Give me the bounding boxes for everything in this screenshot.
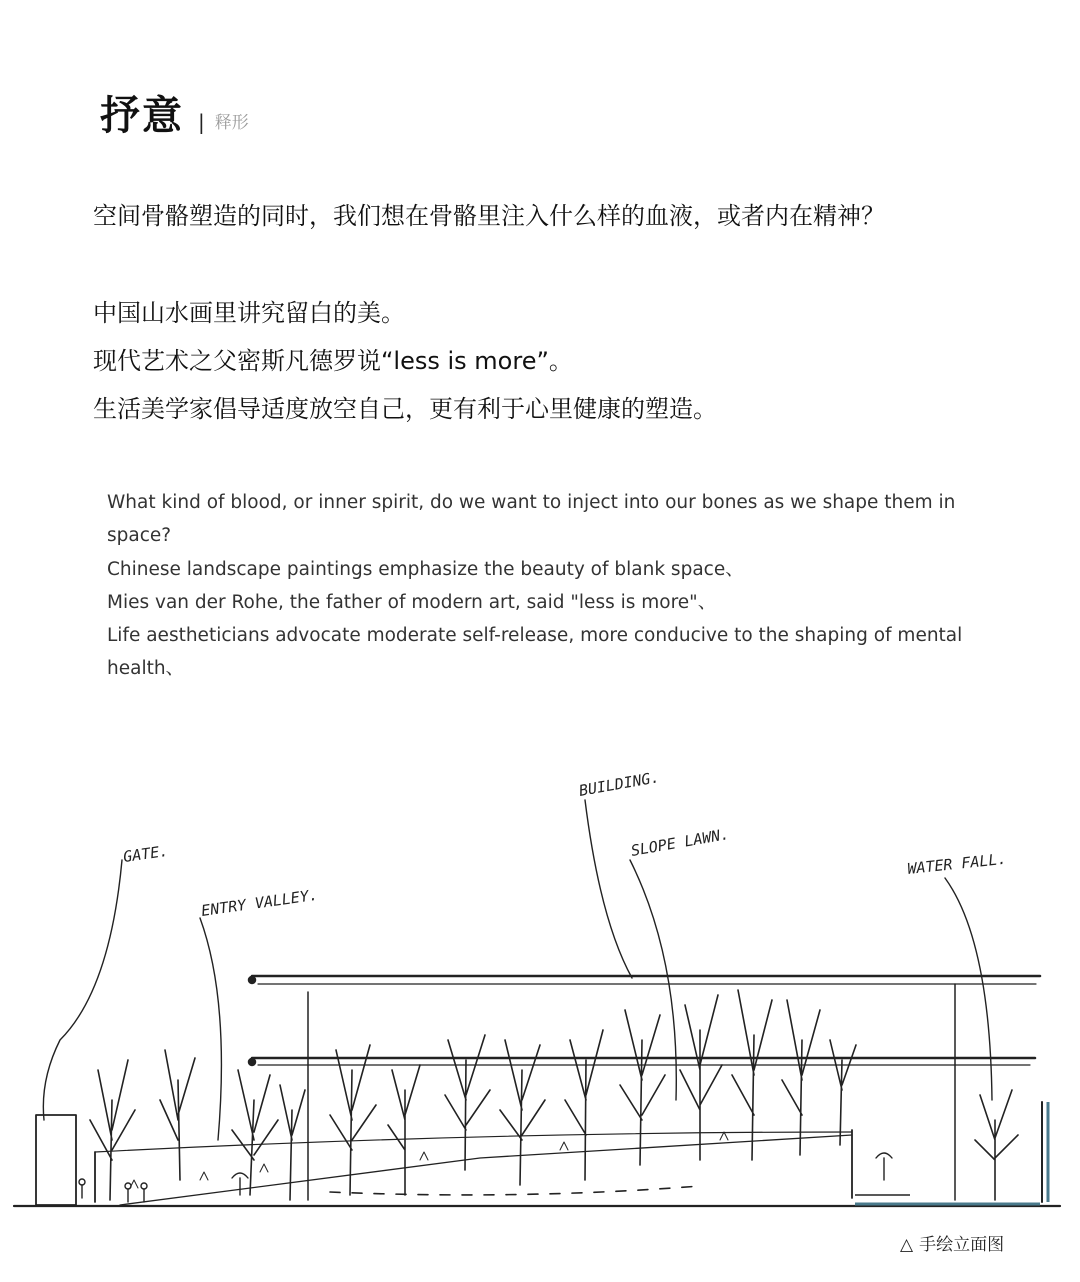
cn-question: 空间骨骼塑造的同时，我们想在骨骼里注入什么样的血液，或者内在精神？ bbox=[93, 202, 885, 230]
gate-wall bbox=[36, 1115, 76, 1205]
en-landscape: Chinese landscape paintings emphasize the beauty of blank space、 bbox=[107, 558, 744, 580]
en-question: What kind of blood, or inner spirit, do we want to inject into our bones as we shape them in space? bbox=[107, 492, 956, 547]
water-fall-leader bbox=[945, 878, 992, 1100]
label-entry-valley: ENTRY VALLEY. bbox=[200, 885, 319, 920]
figure-caption bbox=[900, 1230, 1004, 1255]
label-gate: GATE. bbox=[122, 841, 170, 866]
cn-line-less-is-more: 现代艺术之父密斯凡德罗说“less is more”。 bbox=[93, 347, 573, 375]
building-leader bbox=[585, 800, 632, 978]
roof-slab-upper bbox=[249, 976, 1040, 984]
section-heading bbox=[100, 92, 249, 140]
english-paragraph bbox=[107, 486, 987, 686]
grass-texture bbox=[130, 1132, 728, 1188]
label-water-fall: WATER FALL. bbox=[906, 849, 1008, 878]
entry-valley-leader bbox=[200, 918, 221, 1140]
en-less-is-more: Mies van der Rohe, the father of modern art, said "less is more"、 bbox=[107, 591, 717, 613]
page-title: 抒意 bbox=[100, 93, 184, 139]
gate-leader bbox=[43, 860, 122, 1120]
en-aesthetics: Life aestheticians advocate moderate self-release, more conducive to the shaping of mental health、 bbox=[107, 625, 963, 680]
cn-line-aesthetics: 生活美学家倡导适度放空自己，更有利于心里健康的塑造。 bbox=[93, 395, 717, 423]
label-slope-lawn: SLOPE LAWN. bbox=[629, 824, 731, 860]
hand-drawn-elevation-sketch bbox=[0, 740, 1080, 1220]
page-subtitle: 释形 bbox=[214, 113, 249, 133]
label-building: BUILDING. bbox=[577, 768, 661, 800]
slope-lawn-leader bbox=[630, 860, 676, 1100]
cn-line-landscape: 中国山水画里讲究留白的美。 bbox=[93, 299, 405, 327]
title-separator: | bbox=[198, 110, 205, 134]
triangle-icon: △ bbox=[900, 1235, 914, 1255]
trees bbox=[90, 990, 1018, 1200]
dashed-path bbox=[330, 1186, 700, 1195]
caption-text: 手绘立面图 bbox=[919, 1235, 1005, 1255]
